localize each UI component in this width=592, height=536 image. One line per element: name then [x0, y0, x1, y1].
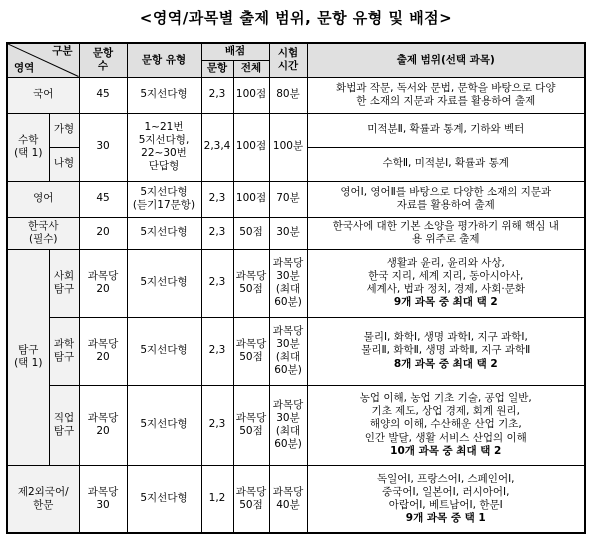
- header-time: 시험 시간: [269, 43, 307, 77]
- page-title: <영역/과목별 출제 범위, 문항 유형 및 배점>: [139, 9, 453, 27]
- type-science: 5지선다형: [127, 317, 201, 385]
- scope-english: 영어Ⅰ, 영어Ⅱ를 바탕으로 다양한 소재의 지문과 자료를 활용하여 출제: [307, 181, 585, 217]
- scope-korean: 화법과 작문, 독서와 문법, 문학을 바탕으로 다양 한 소재의 지문과 자료를 활용하여 출제: [307, 77, 585, 113]
- scope-history: 한국사에 대한 기본 소양을 평가하기 위해 핵심 내 용 위주로 출제: [307, 217, 585, 249]
- count-history: 20: [79, 217, 127, 249]
- point-total-math: 100점: [233, 113, 269, 181]
- point-total-history: 50점: [233, 217, 269, 249]
- point-item-science: 2,3: [201, 317, 233, 385]
- point-total-foreign: 과목당 50점: [233, 465, 269, 533]
- count-science: 과목당 20: [79, 317, 127, 385]
- header-scope: 출제 범위(선택 과목): [307, 43, 585, 77]
- header-type: 문항 유형: [127, 43, 201, 77]
- point-item-math: 2,3,4: [201, 113, 233, 181]
- scope-social: 생활과 윤리, 윤리와 사상, 한국 지리, 세계 지리, 동아시아사, 세계사, 법과 정치, 경제, 사회·문화 9개 과목 중 최대 택 2: [307, 249, 585, 317]
- time-foreign: 과목당 40분: [269, 465, 307, 533]
- sub-tamgu-social: 사회 탐구: [49, 249, 79, 317]
- gubun-label: 구분: [52, 45, 73, 57]
- sub-math-ga: 가형: [49, 113, 79, 147]
- row-tamgu-vocational: [7, 385, 585, 465]
- area-foreign: 제2외국어/ 한문: [7, 465, 79, 533]
- header-points-total: 전체: [233, 60, 269, 77]
- point-total-social: 과목당 50점: [233, 249, 269, 317]
- area-history: 한국사 (필수): [7, 217, 79, 249]
- row-korean: [7, 77, 585, 113]
- header-points-item: 문항: [201, 60, 233, 77]
- scope-science: 물리Ⅰ, 화학Ⅰ, 생명 과학Ⅰ, 지구 과학Ⅰ, 물리Ⅱ, 화학Ⅱ, 생명 과학Ⅱ, 지구 과학Ⅱ 8개 과목 중 최대 택 2: [307, 317, 585, 385]
- time-korean: 80분: [269, 77, 307, 113]
- point-total-korean: 100점: [233, 77, 269, 113]
- yeongyeok-label: 영역: [14, 62, 35, 75]
- row-english: [7, 181, 585, 217]
- count-foreign: 과목당 30: [79, 465, 127, 533]
- point-total-english: 100점: [233, 181, 269, 217]
- time-science: 과목당 30분 (최대 60분): [269, 317, 307, 385]
- point-item-foreign: 1,2: [201, 465, 233, 533]
- time-social: 과목당 30분 (최대 60분): [269, 249, 307, 317]
- row-math-ga: [7, 113, 585, 147]
- type-vocational: 5지선다형: [127, 385, 201, 465]
- sub-tamgu-vocational: 직업 탐구: [49, 385, 79, 465]
- point-total-vocational: 과목당 50점: [233, 385, 269, 465]
- count-social: 과목당 20: [79, 249, 127, 317]
- type-english: 5지선다형 (듣기17문항): [127, 181, 201, 217]
- row-tamgu-social: [7, 249, 585, 317]
- type-math: 1~21번 5지선다형, 22~30번 단답형: [127, 113, 201, 181]
- gubun-corner-header: [7, 43, 79, 77]
- header-count: 문항 수: [79, 43, 127, 77]
- scope-math-na: 수학Ⅱ, 미적분Ⅰ, 확률과 통계: [307, 147, 585, 181]
- point-item-vocational: 2,3: [201, 385, 233, 465]
- point-item-history: 2,3: [201, 217, 233, 249]
- time-english: 70분: [269, 181, 307, 217]
- header-points: 배점: [201, 43, 269, 60]
- type-foreign: 5지선다형: [127, 465, 201, 533]
- count-vocational: 과목당 20: [79, 385, 127, 465]
- exam-scope-table: [6, 42, 586, 534]
- area-korean: 국어: [7, 77, 79, 113]
- type-history: 5지선다형: [127, 217, 201, 249]
- count-math: 30: [79, 113, 127, 181]
- area-tamgu: 탐구 (택 1): [7, 249, 49, 465]
- time-history: 30분: [269, 217, 307, 249]
- scope-math-ga: 미적분Ⅱ, 확률과 통계, 기하와 벡터: [307, 113, 585, 147]
- row-tamgu-science: [7, 317, 585, 385]
- row-history: [7, 217, 585, 249]
- point-total-science: 과목당 50점: [233, 317, 269, 385]
- scope-foreign: 독일어Ⅰ, 프랑스어Ⅰ, 스페인어Ⅰ, 중국어Ⅰ, 일본어Ⅰ, 러시아어Ⅰ, 아랍어Ⅰ, 베트남어Ⅰ, 한문Ⅰ 9개 과목 중 택 1: [307, 465, 585, 533]
- time-vocational: 과목당 30분 (최대 60분): [269, 385, 307, 465]
- area-english: 영어: [7, 181, 79, 217]
- point-item-english: 2,3: [201, 181, 233, 217]
- count-korean: 45: [79, 77, 127, 113]
- area-math: 수학 (택 1): [7, 113, 49, 181]
- type-korean: 5지선다형: [127, 77, 201, 113]
- time-math: 100분: [269, 113, 307, 181]
- point-item-korean: 2,3: [201, 77, 233, 113]
- row-foreign: [7, 465, 585, 533]
- sub-math-na: 나형: [49, 147, 79, 181]
- count-english: 45: [79, 181, 127, 217]
- sub-tamgu-science: 과학 탐구: [49, 317, 79, 385]
- type-social: 5지선다형: [127, 249, 201, 317]
- scope-vocational: 농업 이해, 농업 기초 기술, 공업 일반, 기초 제도, 상업 경제, 회계 원리, 해양의 이해, 수산해운 산업 기초, 인간 발달, 생활 서비스 산업의 이해 10개 과목 중 최대 택 2: [307, 385, 585, 465]
- point-item-social: 2,3: [201, 249, 233, 317]
